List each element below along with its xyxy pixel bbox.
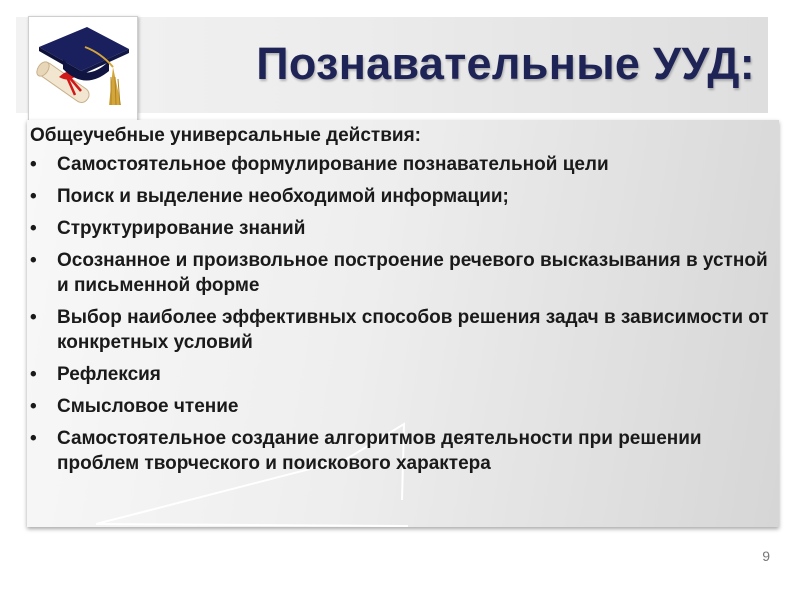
bullet-icon: • [30, 396, 37, 417]
list-item-text: Поиск и выделение необходимой информации; [57, 186, 509, 207]
list-item [30, 152, 772, 177]
page-number: 9 [762, 548, 770, 564]
bullet-icon: • [30, 307, 37, 328]
list-item-text: Структурирование знаний [57, 218, 306, 239]
bullet-icon: • [30, 154, 37, 175]
list-item [30, 362, 772, 387]
list-item [30, 394, 772, 419]
list-item [30, 305, 772, 355]
bullet-icon: • [30, 186, 37, 207]
intro-text: Общеучебные универсальные действия: [30, 125, 422, 146]
list-item-text: Рефлексия [57, 364, 161, 385]
bullet-icon: • [30, 364, 37, 385]
list-item-text: Самостоятельное создание алгоритмов деятельности при решении проблем творческого и поискового характера [57, 428, 702, 474]
bullet-icon: • [30, 428, 37, 449]
list-item-text: Выбор наиболее эффективных способов решения задач в зависимости от конкретных условий [57, 307, 769, 353]
list-item [30, 216, 772, 241]
list-item [30, 184, 772, 209]
list-item [30, 248, 772, 298]
page-title: Познавательные УУД: [256, 38, 755, 89]
list-item-text: Смысловое чтение [57, 396, 239, 417]
bullet-icon: • [30, 250, 37, 271]
list-item [30, 426, 772, 476]
bullet-list [30, 152, 772, 476]
bullet-icon: • [30, 218, 37, 239]
content [30, 124, 772, 483]
list-item-text: Самостоятельное формулирование познавательной цели [57, 154, 609, 175]
list-item-text: Осознанное и произвольное построение речевого высказывания в устной и письменной форме [57, 250, 768, 296]
